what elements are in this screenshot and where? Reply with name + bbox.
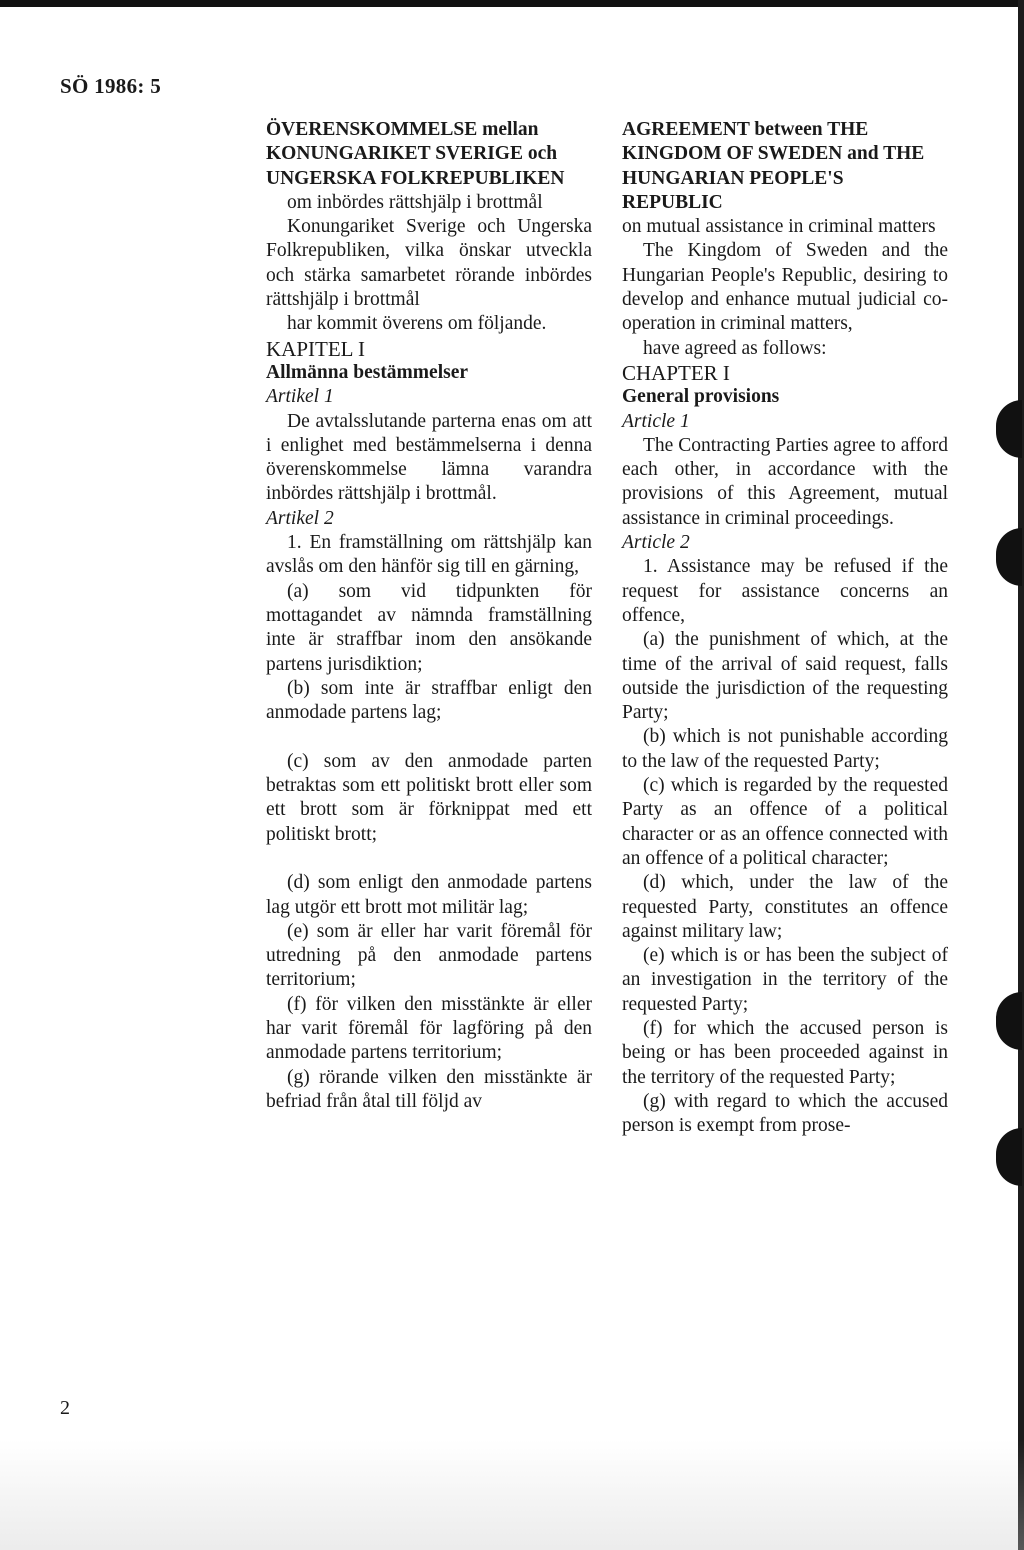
clause-f: (f) for which the accused person is being or has been proceeded against in the territory of the requested Party; [622, 1017, 948, 1088]
clause-e: (e) som är eller har varit föremål för utredning på den anmodade partens territorium; [266, 920, 592, 991]
punch-hole [996, 992, 1022, 1050]
punch-hole [996, 400, 1022, 458]
preamble: The Kingdom of Sweden and the Hungarian People's Republic, desiring to develop and enhance mutual judicial co-operation in criminal matters, [622, 240, 948, 335]
article-1-text: The Contracting Parties agree to afford each other, in accordance with the provisions of this Agreement, mutual assistance in criminal proceedings. [622, 434, 948, 529]
article-1-heading: Artikel 1 [266, 386, 334, 408]
agreement-subtitle: om inbördes rättshjälp i brottmål [287, 191, 543, 213]
english-column [622, 118, 948, 1138]
agreement-title: ÖVERENSKOMMELSE mellan KONUNGARIKET SVERIGE och UNGERSKA FOLKREPUBLIKEN [266, 119, 565, 189]
page-header: SÖ 1986: 5 [60, 74, 162, 98]
swedish-column [266, 118, 592, 1114]
article-2-paragraph-1: 1. Assistance may be refused if the request for assistance concerns an offence, [622, 556, 948, 626]
punch-hole [996, 528, 1022, 586]
clause-c: (c) which is regarded by the requested Party as an offence of a political character or as an offence connected with an offence of a political character; [622, 775, 948, 869]
article-2-heading: Article 2 [622, 532, 690, 554]
clause-b: (b) som inte är straffbar enligt den anmodade partens lag; [266, 677, 592, 724]
chapter-heading: KAPITEL I [266, 336, 365, 361]
scan-right-edge [1018, 0, 1024, 1550]
scan-top-edge [0, 0, 1024, 7]
clause-f: (f) för vilken den misstänkte är eller har varit föremål för lagföring på den anmodade partens territorium; [266, 993, 592, 1064]
agreed-clause: har kommit överens om följande. [287, 313, 547, 335]
chapter-heading: CHAPTER I [622, 360, 730, 385]
punch-hole [996, 1128, 1022, 1186]
clause-g: (g) with regard to which the accused person is exempt from prose- [622, 1090, 948, 1137]
clause-d: (d) which, under the law of the requested Party, constitutes an offence against military law; [622, 872, 948, 942]
clause-e: (e) which is or has been the subject of an investigation in the territory of the requested Party; [622, 945, 948, 1015]
article-2-paragraph-1: 1. En framställning om rättshjälp kan avslås om den hänför sig till en gärning, [266, 532, 592, 578]
preamble: Konungariket Sverige och Ungerska Folkrepubliken, vilka önskar utveckla och stärka samarbetet rörande inbördes rättshjälp i brottmål [266, 216, 592, 311]
page-number: 2 [60, 1397, 70, 1419]
section-heading: General provisions [622, 386, 780, 408]
clause-c: (c) som av den anmodade parten betraktas som ett politiskt brott eller som ett brott som är förknippat med ett politiskt brott; [266, 750, 592, 845]
scan-shadow [0, 1440, 1024, 1550]
clause-a: (a) the punishment of which, at the time of the arrival of said request, falls outside the jurisdiction of the requesting Party; [622, 629, 948, 724]
clause-b: (b) which is not punishable according to the law of the requested Party; [622, 726, 948, 772]
agreed-clause: have agreed as follows: [643, 337, 827, 359]
clause-d: (d) som enligt den anmodade partens lag utgör ett brott mot militär lag; [266, 872, 592, 918]
clause-g: (g) rörande vilken den misstänkte är befriad från åtal till följd av [266, 1066, 592, 1112]
article-2-heading: Artikel 2 [266, 507, 334, 529]
agreement-subtitle: on mutual assistance in criminal matters [622, 216, 936, 238]
article-1-heading: Article 1 [622, 410, 690, 432]
article-1-text: De avtalsslutande parterna enas om att i enlighet med bestämmelserna i denna överenskommelse lämna varandra inbördes rättshjälp i brottmål. [266, 410, 592, 505]
section-heading: Allmänna bestämmelser [266, 361, 469, 383]
agreement-title: AGREEMENT between THE KINGDOM OF SWEDEN and THE HUNGARIAN PEOPLE'S REPUBLIC [622, 119, 925, 213]
clause-a: (a) som vid tidpunkten för mottagandet av nämnda framställning inte är straffbar inom den ansökande partens jurisdiktion; [266, 580, 592, 675]
